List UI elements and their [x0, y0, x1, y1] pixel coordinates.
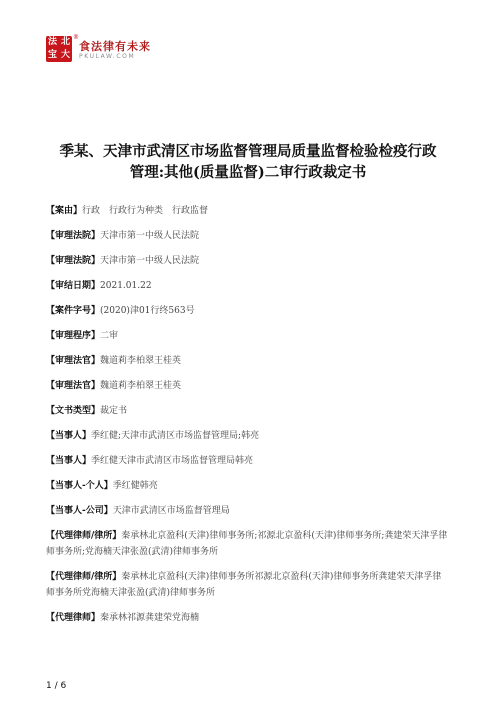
field-parties-company [46, 503, 450, 519]
field-value: 天津市第一中级人民法院 [100, 256, 200, 266]
pkulaw-logo [46, 36, 196, 68]
field-value: 秦承林北京盈科(天津)律师事务所;祁源北京盈科(天津)律师事务所;龚建荣天津孚律师事务所;党海楠天津张盈(武清)律师事务所 [46, 531, 448, 557]
field-parties [46, 428, 450, 444]
field-value: 秦承林祁源龚建荣党海楠 [100, 613, 200, 623]
field-label: 【审理法院】 [46, 231, 101, 241]
field-value: 天津市第一中级人民法院 [100, 231, 200, 241]
brand-slogan: 食法律有未来 [79, 40, 151, 53]
field-document-type [46, 403, 450, 419]
field-lawyers-firms [46, 528, 450, 560]
field-judges [46, 353, 450, 369]
field-value: 裁定书 [100, 406, 128, 416]
document-title [0, 141, 496, 183]
field-value: 季红健韩亮 [112, 481, 158, 491]
field-label: 【审理法院】 [46, 256, 101, 266]
field-label: 【文书类型】 [46, 406, 101, 416]
field-lawyers-firms [46, 569, 450, 601]
seal-char: 北 [60, 37, 70, 47]
field-lawyers [46, 610, 450, 626]
page-number: 1 / 6 [46, 681, 67, 691]
field-value: 2021.01.22 [100, 281, 152, 291]
field-value: (2020)津01行终563号 [100, 306, 195, 316]
field-value: 行政 行政行为种类 行政监督 [82, 206, 209, 216]
field-label: 【代理律师】 [46, 613, 101, 623]
field-court [46, 253, 450, 269]
field-parties-individual [46, 478, 450, 494]
case-metadata [46, 203, 450, 635]
field-label: 【当事人】 [46, 431, 92, 441]
field-parties [46, 453, 450, 469]
field-label: 【案件字号】 [46, 306, 101, 316]
field-case-cause [46, 203, 450, 219]
brand-url: PKULAW.COM [79, 53, 136, 60]
field-court [46, 228, 450, 244]
seal-char: 大 [60, 50, 70, 60]
field-case-number [46, 303, 450, 319]
field-value: 魏道莉李柏翠王桂英 [100, 381, 182, 391]
field-label: 【当事人-个人】 [46, 481, 113, 491]
field-judges [46, 378, 450, 394]
field-closing-date [46, 278, 450, 294]
field-label: 【审理法官】 [46, 381, 101, 391]
field-label: 【当事人】 [46, 456, 92, 466]
seal-char: 宝 [47, 50, 57, 60]
field-label: 【案由】 [46, 206, 83, 216]
field-value: 魏道莉李柏翠王桂英 [100, 356, 182, 366]
field-value: 天津市武清区市场监督管理局 [112, 506, 230, 516]
field-label: 【审理法官】 [46, 356, 101, 366]
field-value: 秦承林北京盈科(天津)律师事务所祁源北京盈科(天津)律师事务所龚建荣天津孚律师事务所党海楠天津张盈(武清)律师事务所 [46, 572, 442, 598]
field-label: 【代理律师/律所】 [46, 531, 122, 541]
title-line-2: 管理:其他(质量监督)二审行政裁定书 [129, 164, 367, 181]
seal-char: 法 [47, 37, 57, 47]
field-label: 【审理程序】 [46, 331, 101, 341]
field-value: 季红健;天津市武清区市场监督管理局;韩亮 [91, 431, 260, 441]
field-label: 【审结日期】 [46, 281, 101, 291]
field-value: 季红健天津市武清区市场监督管理局韩亮 [91, 456, 254, 466]
field-procedure [46, 328, 450, 344]
title-line-1: 季某、天津市武清区市场监督管理局质量监督检验检疫行政 [59, 143, 437, 160]
registered-mark: ® [73, 34, 79, 41]
field-label: 【代理律师/律所】 [46, 572, 122, 582]
field-value: 二审 [100, 331, 119, 341]
field-label: 【当事人-公司】 [46, 506, 113, 516]
logo-seal [46, 36, 72, 62]
